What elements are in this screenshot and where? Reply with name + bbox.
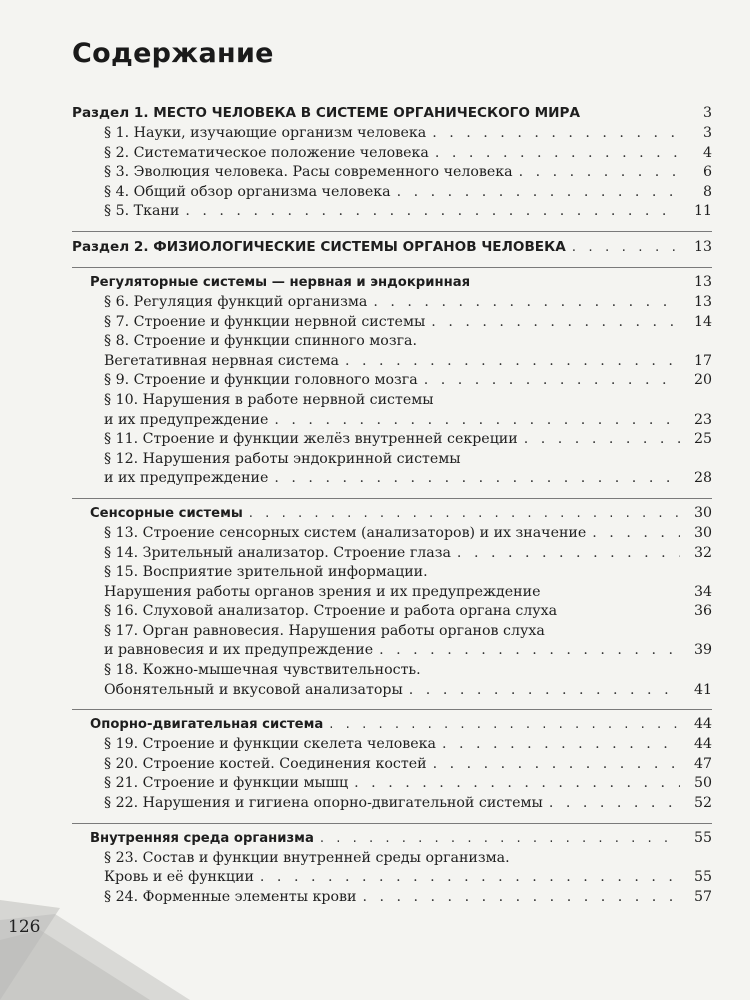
dot-leader xyxy=(572,237,680,258)
toc-item-title: и их предупреждение xyxy=(104,470,269,487)
toc-sub xyxy=(72,828,712,849)
toc-page-number: 36 xyxy=(693,603,712,620)
toc-item-title: Кровь и её функции xyxy=(104,869,254,886)
toc-entry xyxy=(72,774,712,794)
toc-item-title: § 23. Состав и функции внутренней среды организма. xyxy=(104,849,510,866)
toc-entry xyxy=(72,794,712,814)
toc-entry xyxy=(72,371,712,391)
dot-leader xyxy=(345,352,680,372)
toc-item-title: § 3. Эволюция человека. Расы современного человека xyxy=(104,164,513,181)
section-divider xyxy=(72,267,712,268)
toc-page-number: 47 xyxy=(693,755,712,772)
toc-entry xyxy=(72,563,712,583)
toc-page-number: 8 xyxy=(702,183,712,200)
toc-page-number: 14 xyxy=(693,313,712,330)
toc-page-number: 52 xyxy=(693,795,712,812)
toc-item-title: § 17. Орган равновесия. Нарушения работы органов слуха xyxy=(104,622,545,639)
toc-item-title: Нарушения работы органов зрения и их предупреждение xyxy=(104,583,541,600)
toc-entry xyxy=(72,313,712,333)
dot-leader xyxy=(397,183,680,203)
toc-item-title: § 4. Общий обзор организма человека xyxy=(104,183,391,200)
toc-item-title: § 9. Строение и функции головного мозга xyxy=(104,372,418,389)
dot-leader xyxy=(432,124,680,144)
toc-page-number: 17 xyxy=(693,352,712,369)
toc-item-title: § 10. Нарушения в работе нервной системы xyxy=(104,391,434,408)
toc-cont xyxy=(72,352,712,372)
toc-entry xyxy=(72,849,712,869)
toc-item-title: Раздел 2. ФИЗИОЛОГИЧЕСКИЕ СИСТЕМЫ ОРГАНОВ ЧЕЛОВЕКА xyxy=(72,238,566,255)
toc-page-number: 34 xyxy=(693,583,712,600)
toc-page-number: 20 xyxy=(693,372,712,389)
toc-entry xyxy=(72,124,712,144)
toc-entry xyxy=(72,183,712,203)
page-corner-decoration xyxy=(0,900,190,1000)
toc-entry xyxy=(72,661,712,681)
toc-item-title: § 12. Нарушения работы эндокринной системы xyxy=(104,450,461,467)
toc-part xyxy=(72,103,712,124)
dot-leader xyxy=(185,202,680,222)
toc-item-title: § 6. Регуляция функций организма xyxy=(104,293,368,310)
dot-leader xyxy=(373,293,680,313)
toc-entry xyxy=(72,450,712,470)
toc-entry xyxy=(72,293,712,313)
toc-item-title: § 16. Слуховой анализатор. Строение и работа органа слуха xyxy=(104,603,558,620)
toc-cont xyxy=(72,469,712,489)
dot-leader xyxy=(260,868,680,888)
dot-leader xyxy=(433,755,680,775)
section-divider xyxy=(72,823,712,824)
toc-page-number: 4 xyxy=(702,144,712,161)
toc-entry xyxy=(72,144,712,164)
toc-entry xyxy=(72,202,712,222)
toc-entry xyxy=(72,524,712,544)
toc-item-title: § 20. Строение костей. Соединения костей xyxy=(104,755,427,772)
dot-leader xyxy=(519,163,680,183)
toc-item-title: Обонятельный и вкусовой анализаторы xyxy=(104,681,403,698)
toc-item-title: Раздел 1. МЕСТО ЧЕЛОВЕКА В СИСТЕМЕ ОРГАНИЧЕСКОГО МИРА xyxy=(72,105,580,121)
toc-sub xyxy=(72,503,712,524)
toc-page-number: 55 xyxy=(693,829,712,846)
toc-item-title: Сенсорные системы xyxy=(90,505,243,521)
toc-item-title: и равновесия и их предупреждение xyxy=(104,642,374,659)
toc-sub xyxy=(72,714,712,735)
dot-leader xyxy=(249,503,680,524)
toc-page-number: 55 xyxy=(693,869,712,886)
toc-item-title: и их предупреждение xyxy=(104,411,269,428)
toc-page-number: 57 xyxy=(693,888,712,905)
toc-item-title: § 18. Кожно-мышечная чувствительность. xyxy=(104,662,421,679)
toc-cont xyxy=(72,868,712,888)
dot-leader xyxy=(409,681,680,701)
toc-part xyxy=(72,237,712,258)
dot-leader xyxy=(362,888,680,908)
toc-entry xyxy=(72,332,712,352)
toc-entry xyxy=(72,622,712,642)
toc-cont xyxy=(72,681,712,701)
toc-item-title: § 19. Строение и функции скелета человека xyxy=(104,736,436,753)
dot-leader xyxy=(354,774,680,794)
toc-item-title: § 21. Строение и функции мышц xyxy=(104,775,349,792)
section-divider xyxy=(72,231,712,232)
toc-entry xyxy=(72,755,712,775)
toc-cont xyxy=(72,583,712,603)
toc-entry xyxy=(72,735,712,755)
toc-page-number: 13 xyxy=(693,238,712,255)
toc-item-title: Опорно-двигательная система xyxy=(90,717,324,733)
toc-page-number: 3 xyxy=(702,125,712,141)
dot-leader xyxy=(435,144,680,164)
toc-item-title: § 8. Строение и функции спинного мозга. xyxy=(104,333,417,350)
toc-page-number: 44 xyxy=(693,716,712,733)
toc-entry xyxy=(72,544,712,564)
toc-page-number: 6 xyxy=(702,164,712,181)
toc-page-number: 13 xyxy=(693,273,712,290)
dot-leader xyxy=(329,714,680,735)
toc-page-number: 23 xyxy=(693,411,712,428)
toc-item-title: § 2. Систематическое положение человека xyxy=(104,144,429,161)
dot-leader xyxy=(524,430,680,450)
toc-item-title: § 13. Строение сенсорных систем (анализаторов) и их значение xyxy=(104,524,587,541)
toc-item-title: § 5. Ткани xyxy=(104,203,180,220)
toc-entry xyxy=(72,430,712,450)
toc-page-number: 11 xyxy=(693,203,712,220)
dot-leader xyxy=(431,313,680,333)
toc-page-number: 28 xyxy=(693,470,712,487)
toc-item-title: § 14. Зрительный анализатор. Строение глаза xyxy=(104,544,451,561)
toc-entry xyxy=(72,163,712,183)
toc-item-title: Регуляторные системы — нервная и эндокринная xyxy=(90,274,471,290)
toc-item-title: § 22. Нарушения и гигиена опорно-двигательной системы xyxy=(104,795,543,812)
dot-leader xyxy=(424,371,680,391)
toc-page-number: 41 xyxy=(693,681,712,698)
page-title: Содержание xyxy=(72,38,274,69)
dot-leader xyxy=(549,794,680,814)
toc-item-title: Вегетативная нервная система xyxy=(104,352,340,369)
toc-page-number: 13 xyxy=(693,293,712,310)
section-divider xyxy=(72,709,712,710)
toc-entry xyxy=(72,391,712,411)
table-of-contents xyxy=(72,98,712,907)
toc-item-title: § 24. Форменные элементы крови xyxy=(104,888,357,905)
dot-leader xyxy=(592,524,680,544)
dot-leader xyxy=(457,544,680,564)
toc-item-title: § 7. Строение и функции нервной системы xyxy=(104,313,426,330)
toc-page-number: 50 xyxy=(693,775,712,792)
toc-item-title: § 11. Строение и функции желёз внутренней секреции xyxy=(104,431,518,448)
dot-leader xyxy=(274,469,680,489)
toc-page-number: 39 xyxy=(693,642,712,659)
section-divider xyxy=(72,498,712,499)
toc-page-number: 44 xyxy=(693,736,712,753)
toc-entry xyxy=(72,602,712,622)
toc-page-number: 32 xyxy=(693,544,712,561)
toc-page-number: 25 xyxy=(693,431,712,448)
toc-cont xyxy=(72,641,712,661)
page-number: 126 xyxy=(8,917,41,937)
toc-cont xyxy=(72,411,712,431)
toc-page-number: 30 xyxy=(693,504,712,521)
toc-sub xyxy=(72,272,712,293)
dot-leader xyxy=(320,828,680,849)
toc-item-title: § 1. Науки, изучающие организм человека xyxy=(104,125,427,141)
dot-leader xyxy=(274,411,680,431)
dot-leader xyxy=(379,641,680,661)
toc-item-title: § 15. Восприятие зрительной информации. xyxy=(104,564,428,581)
dot-leader xyxy=(442,735,680,755)
toc-item-title: Внутренняя среда организма xyxy=(90,830,314,846)
toc-page-number: 3 xyxy=(702,105,712,121)
toc-page-number: 30 xyxy=(693,524,712,541)
